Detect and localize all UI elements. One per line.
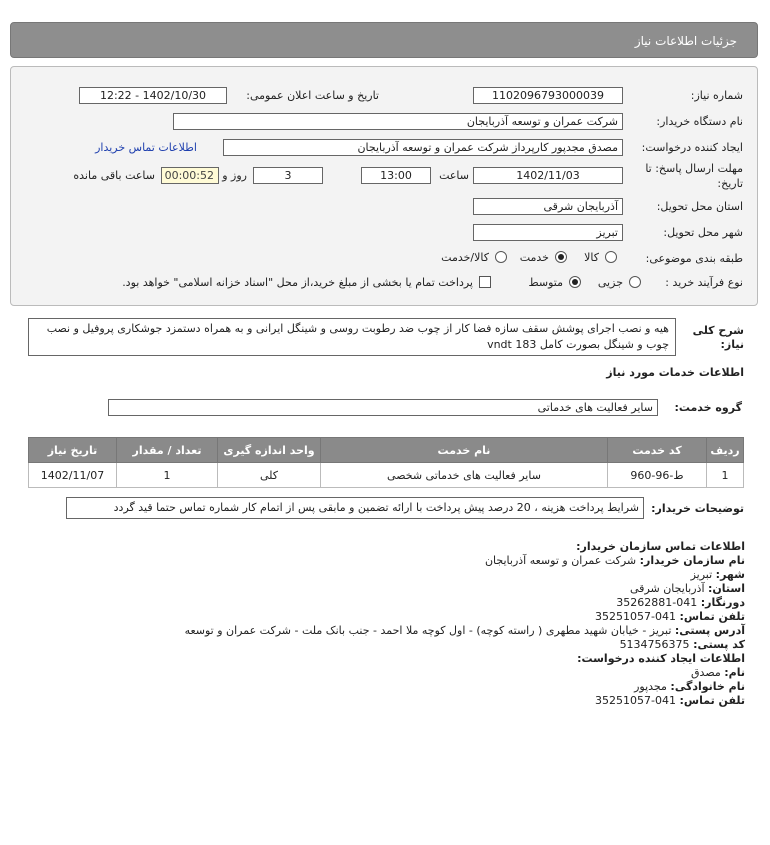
description-label: شرح کلی [692,324,744,337]
process-small-label: جزیی [597,276,623,289]
col-unit: واحد اندازه گیری [218,438,321,463]
category-service-label: خدمت [519,251,549,264]
services-section-title: اطلاعات خدمات مورد نیاز [606,366,744,379]
contact-city: شهر: تبریز [690,568,745,581]
category-goods-service-radio[interactable] [495,251,507,263]
buyer-notes-label: توضیحات خریدار: [651,502,744,515]
need-number-label: شماره نیاز: [690,89,743,102]
buyer-contact-link[interactable]: اطلاعات تماس خریدار [95,141,197,154]
days-label: روز و [222,169,247,182]
deadline-time-field: 13:00 [361,167,431,184]
col-service-code: کد خدمت [608,438,707,463]
col-row-number: ردیف [707,438,744,463]
announce-field: 1402/10/30 - 12:22 [79,87,227,104]
creator-label: ایجاد کننده درخواست: [641,141,743,154]
contact-postal-code: کد پستی: 5134756375 [619,638,745,651]
category-service-radio[interactable] [555,251,567,263]
creator-info-title: اطلاعات ایجاد کننده درخواست: [577,652,745,665]
category-goods-service-label: کالا/خدمت [441,251,489,264]
col-service-name: نام خدمت [321,438,608,463]
process-medium-radio[interactable] [569,276,581,288]
deadline-label: مهلت ارسال پاسخ: تا [645,162,743,175]
cell-service-name: سایر فعالیت های خدماتی شخصی [321,463,608,488]
process-medium-label: متوسط [528,276,563,289]
col-need-date: تاریخ نیاز [29,438,117,463]
deadline-date-label: تاریخ: [717,177,743,190]
description-label-2: نیاز: [720,338,744,351]
buyer-org-field: شرکت عمران و توسعه آذربایجان [173,113,623,130]
table-header-row [29,438,744,463]
contact-phone: تلفن تماس: 041-35251057 [595,610,745,623]
city-label: شهر محل تحویل: [663,226,743,239]
table-row [29,463,744,488]
buyer-org-label: نام دستگاه خریدار: [656,115,743,128]
days-field: 3 [253,167,323,184]
province-field: آذربایجان شرقی [473,198,623,215]
cell-quantity: 1 [117,463,218,488]
contact-org-name: نام سازمان خریدار: شرکت عمران و توسعه آذربایجان [484,554,745,567]
city-field: تبریز [473,224,623,241]
contact-fax: دورنگار: 041-35262881 [616,596,745,609]
contact-province: استان: آذربایجان شرقی [630,582,745,595]
creator-field: مصدق مجدپور کارپرداز شرکت عمران و توسعه آذربایجان [223,139,623,156]
remaining-label: ساعت باقی مانده [73,169,155,182]
creator-last-name: نام خانوادگی: مجدپور [634,680,745,693]
deadline-time-label: ساعت [439,169,469,182]
service-group-label: گروه خدمت: [674,401,742,414]
service-group-field: سایر فعالیت های خدماتی [108,399,658,416]
category-label: طبقه بندی موضوعی: [645,252,743,265]
process-label: نوع فرآیند خرید : [665,276,743,289]
page-header [10,22,758,58]
countdown-timer: 00:00:52 [161,167,219,184]
category-goods-label: کالا [584,251,599,264]
creator-phone: تلفن تماس: 041-35251057 [595,694,745,707]
announce-label: تاریخ و ساعت اعلان عمومی: [246,89,379,102]
buyer-notes-text: شرایط پرداخت هزینه ، 20 درصد پیش پرداخت با ارائه تضمین و مابقی پس از اتمام کار شماره تماس حتما قید گردد [66,497,644,519]
details-panel [10,66,758,306]
col-quantity: تعداد / مقدار [117,438,218,463]
cell-service-code: ط-96-960 [608,463,707,488]
description-text: هیه و نصب اجرای پوشش سقف سازه فضا کار از چوب ضد رطوبت روسی و شینگل ایرانی و به همراه دستمزد جوشکاری پروفیل و نصب چوب و شینگل بصورت کامل vndt 183 [28,318,676,356]
deadline-date-field: 1402/11/03 [473,167,623,184]
contact-address: آدرس پستی: تبریز - خیابان شهید مطهری ( راسته کوچه) - اول کوچه ملا احمد - جنب بانک ملت - شرکت عمران و توسعه [184,624,745,637]
creator-first-name: نام: مصدق [691,666,745,679]
treasury-payment-checkbox[interactable] [479,276,491,288]
services-table [28,437,744,488]
cell-need-date: 1402/11/07 [29,463,117,488]
need-number-field: 1102096793000039 [473,87,623,104]
province-label: استان محل تحویل: [656,200,743,213]
page-title: جزئیات اطلاعات نیاز [634,34,737,48]
process-small-radio[interactable] [629,276,641,288]
contact-org-title: اطلاعات تماس سازمان خریدار: [576,540,745,553]
treasury-payment-note: پرداخت تمام یا بخشی از مبلغ خرید،از محل "اسناد خزانه اسلامی" خواهد بود. [122,276,473,289]
category-goods-radio[interactable] [605,251,617,263]
cell-row-number: 1 [707,463,744,488]
cell-unit: کلی [218,463,321,488]
